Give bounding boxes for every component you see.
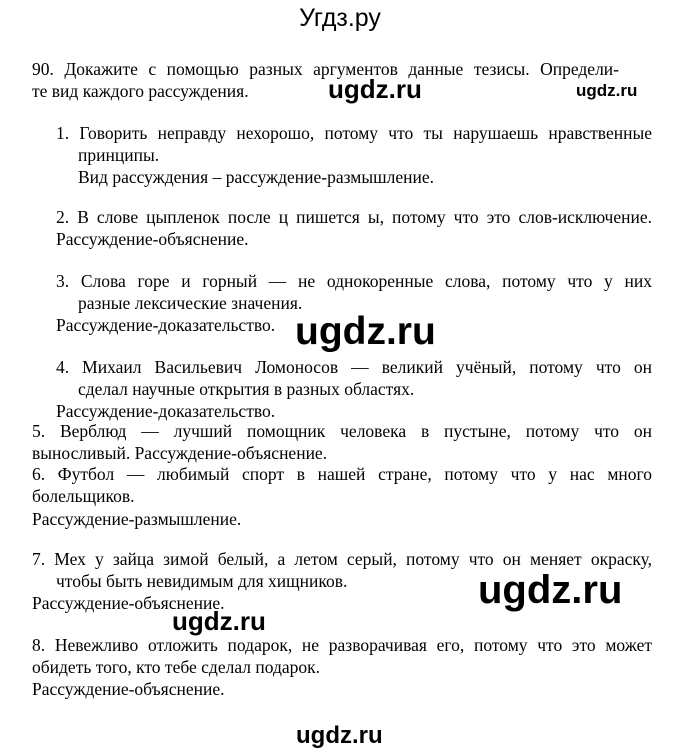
watermark-middle: ugdz.ru	[295, 310, 436, 353]
watermark-bottom: ugdz.ru	[296, 722, 383, 749]
task-line-1: 90. Докажите с помощью разных аргументов данные тезисы. Определи-	[32, 59, 619, 79]
task-line-2: те вид каждого рассуждения.	[32, 81, 249, 101]
item-8-line-1: 8. Невежливо отложить подарок, не разворачивая его, потому что это может	[32, 635, 652, 655]
watermark-left-lower: ugdz.ru	[172, 606, 266, 636]
item-5-line-1: 5. Верблюд — лучший помощник человека в пустыне, потому что он	[32, 421, 652, 441]
item-4-type: Рассуждение-доказательство.	[56, 401, 276, 421]
item-1-type: Вид рассуждения – рассуждение-размышление.	[78, 167, 434, 187]
item-6-line-2: болельщиков.	[32, 486, 135, 506]
item-6-type: Рассуждение-размышление.	[32, 509, 242, 529]
watermark-top-center: ugdz.ru	[328, 74, 422, 104]
item-2-line-1: 2. В слове цыпленок после ц пишется ы, потому что это слов-исключение.	[56, 207, 652, 227]
item-3-line-2: разные лексические значения.	[78, 293, 303, 313]
watermark-top-right: ugdz.ru	[576, 81, 638, 100]
item-1-line-2: принципы.	[78, 145, 160, 165]
site-title: Угдз.ру	[299, 4, 381, 32]
item-3-type: Рассуждение-доказательство.	[56, 315, 276, 335]
watermark-right-large: ugdz.ru	[478, 568, 623, 612]
item-1-line-1: 1. Говорить неправду нехорошо, потому что ты нарушаешь нравственные	[56, 123, 652, 143]
item-5-line-2: выносливый. Рассуждение-объяснение.	[32, 443, 328, 463]
item-3-line-1: 3. Слова горе и горный — не однокоренные слова, потому что у них	[56, 271, 652, 291]
item-8-line-2: обидеть того, кто тебе сделал подарок.	[32, 657, 321, 677]
item-2-type: Рассуждение-объяснение.	[56, 229, 249, 249]
item-4-line-1: 4. Михаил Васильевич Ломоносов — великий учёный, потому что он	[56, 357, 652, 377]
item-4-line-2: сделал научные открытия в разных областях.	[78, 379, 415, 399]
item-7-type: Рассуждение-объяснение.	[32, 593, 225, 613]
item-8-type: Рассуждение-объяснение.	[32, 679, 225, 699]
item-7-line-1: 7. Мех у зайца зимой белый, а летом серый, потому что он меняет окраску,	[32, 549, 652, 569]
item-6-line-1: 6. Футбол — любимый спорт в нашей стране, потому что у нас много	[32, 464, 652, 484]
item-7-line-2: чтобы быть невидимым для хищников.	[56, 571, 348, 591]
